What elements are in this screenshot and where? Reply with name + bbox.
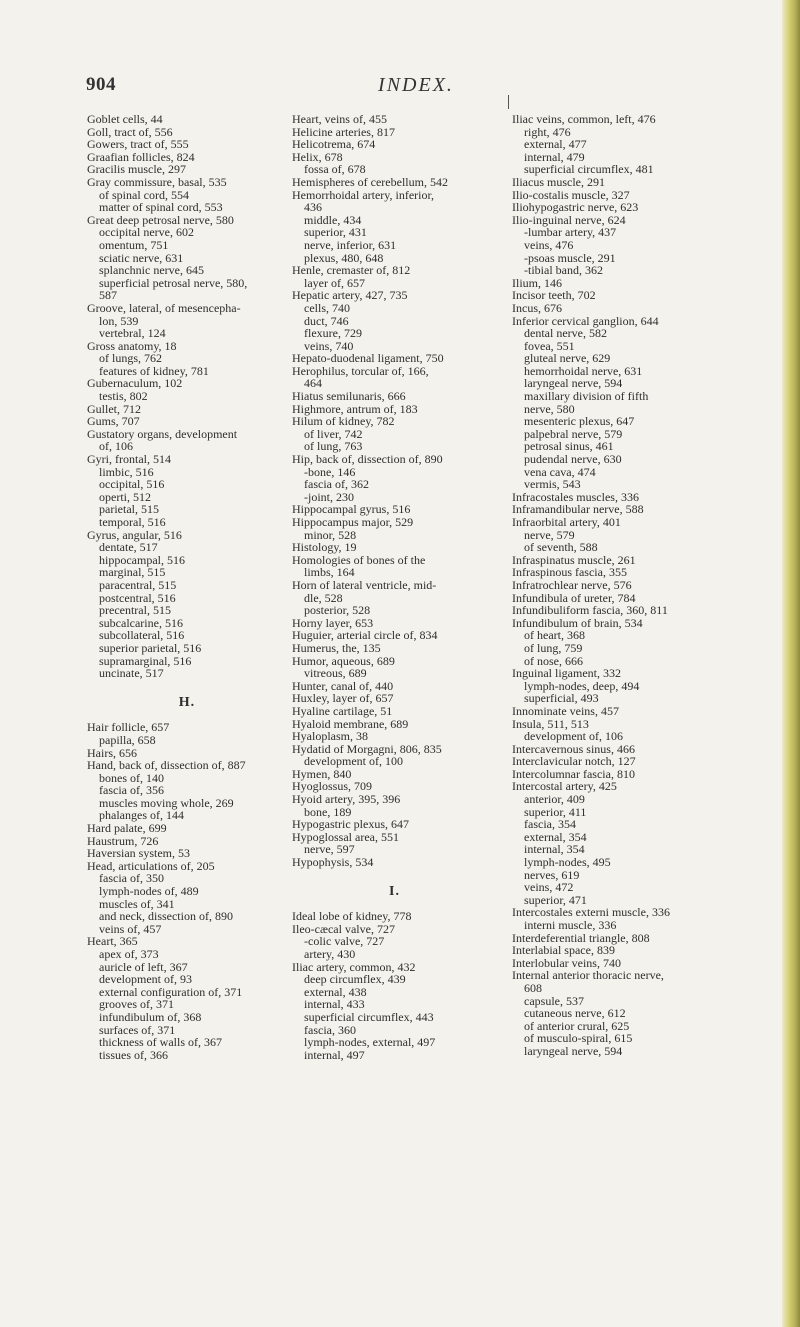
index-subentry: of musculo-spiral, 615: [524, 1031, 633, 1046]
index-subentry: nerve, 579: [524, 527, 575, 542]
index-subentry: -bone, 146: [304, 464, 356, 479]
index-entry-continuation: 436: [304, 200, 322, 215]
index-entry: Gums, 707: [87, 414, 140, 429]
index-subentry: occipital, 516: [99, 477, 165, 492]
index-entry: Hymen, 840: [292, 766, 352, 781]
index-entry: Hepato-duodenal ligament, 750: [292, 351, 444, 366]
index-entry: Iliac veins, common, left, 476: [512, 112, 656, 126]
index-subentry: -lumbar artery, 437: [524, 225, 617, 240]
index-subentry: subcollateral, 516: [99, 628, 185, 643]
index-entry: Horn of lateral ventricle, mid-: [292, 577, 437, 592]
index-entry: Huxley, layer of, 657: [292, 691, 394, 706]
index-entry: Intercostales externi muscle, 336: [512, 905, 670, 920]
index-subentry: posterior, 528: [304, 603, 371, 618]
index-entry: Inguinal ligament, 332: [512, 666, 621, 681]
index-subentry: nerve, inferior, 631: [304, 237, 397, 252]
index-entry: Gray commissure, basal, 535: [87, 174, 227, 189]
index-entry: Infundibuliform fascia, 360, 811: [512, 603, 668, 618]
index-entry: Hip, back of, dissection of, 890: [292, 452, 443, 467]
index-subentry: superficial circumflex, 443: [304, 1009, 434, 1024]
index-subentry: features of kidney, 781: [99, 363, 209, 378]
index-subentry: postcentral, 516: [99, 590, 176, 605]
index-subentry: nerves, 619: [524, 867, 580, 882]
index-subentry: fascia of, 350: [99, 871, 164, 886]
index-subentry: tissues of, 366: [99, 1047, 168, 1062]
index-subentry: superior, 471: [524, 892, 587, 907]
index-subentry: muscles of, 341: [99, 896, 175, 911]
index-entry: Groove, lateral, of mesencepha-: [87, 300, 241, 315]
index-entry: Ilio-inguinal nerve, 624: [512, 212, 626, 227]
index-subentry: laryngeal nerve, 594: [524, 376, 623, 391]
index-subentry: of lung, 759: [524, 640, 583, 655]
index-entry: Infundibula of ureter, 784: [512, 590, 636, 605]
index-subentry: minor, 528: [304, 527, 357, 542]
index-subentry: lymph-nodes of, 489: [99, 884, 199, 899]
index-entry: Infraspinous fascia, 355: [512, 565, 627, 580]
index-subentry: deep circumflex, 439: [304, 972, 406, 987]
index-subentry: capsule, 537: [524, 993, 584, 1008]
index-entry: Hemorrhoidal artery, inferior,: [292, 187, 435, 202]
index-subentry: marginal, 515: [99, 565, 166, 580]
index-subentry: anterior, 409: [524, 792, 585, 807]
index-subentry: development of, 100: [304, 754, 403, 769]
index-entry: Hairs, 656: [87, 745, 137, 760]
index-subentry: of seventh, 588: [524, 540, 598, 555]
index-subentry: vertebral, 124: [99, 326, 166, 341]
index-subentry: fascia of, 362: [304, 477, 369, 492]
index-subentry: nerve, 597: [304, 842, 355, 857]
index-entry: Hypophysis, 534: [292, 855, 374, 870]
index-entry: Intercostal artery, 425: [512, 779, 617, 794]
index-entry: Haversian system, 53: [87, 846, 190, 861]
index-entry: Gullet, 712: [87, 401, 141, 416]
index-entry: Hyaline cartilage, 51: [292, 703, 393, 718]
index-entry: Helicine arteries, 817: [292, 124, 395, 139]
index-subentry: occipital nerve, 602: [99, 225, 194, 240]
index-subentry: precentral, 515: [99, 603, 171, 618]
index-entry: Gowers, tract of, 555: [87, 137, 189, 152]
index-entry: Goll, tract of, 556: [87, 124, 173, 139]
index-subentry: grooves of, 371: [99, 997, 174, 1012]
index-entry-continuation: 464: [304, 376, 322, 391]
index-subentry: and neck, dissection of, 890: [99, 909, 233, 924]
index-subentry: operti, 512: [99, 489, 151, 504]
index-subentry: splanchnic nerve, 645: [99, 263, 204, 278]
index-subentry: lymph-nodes, external, 497: [304, 1035, 436, 1050]
index-subentry: palpebral nerve, 579: [524, 426, 623, 441]
index-subentry: hippocampal, 516: [99, 552, 185, 567]
index-subentry: -colic valve, 727: [304, 934, 385, 949]
column-rule: [508, 95, 509, 109]
index-subentry: omentum, 751: [99, 237, 169, 252]
index-entry: Hunter, canal of, 440: [292, 678, 394, 693]
index-subentry: lymph-nodes, deep, 494: [524, 678, 640, 693]
index-entry-continuation: of, 106: [99, 439, 133, 454]
index-column-1: [87, 113, 287, 1061]
index-entry: Gubernaculum, 102: [87, 376, 183, 391]
index-subentry: of lung, 763: [304, 439, 363, 454]
index-entry: Intercavernous sinus, 466: [512, 741, 635, 756]
index-entry: Hemispheres of cerebellum, 542: [292, 174, 448, 189]
index-entry: Head, articulations of, 205: [87, 858, 215, 873]
index-subentry: lymph-nodes, 495: [524, 855, 611, 870]
index-subentry: right, 476: [524, 124, 571, 139]
index-subentry: of liver, 742: [304, 426, 363, 441]
index-entry: Intercolumnar fascia, 810: [512, 766, 635, 781]
index-entry: Inferior cervical ganglion, 644: [512, 313, 659, 328]
index-subentry: fovea, 551: [524, 338, 575, 353]
index-subentry: temporal, 516: [99, 515, 166, 529]
index-entry: Gracilis muscle, 297: [87, 162, 186, 177]
index-subentry: superior, 431: [304, 225, 367, 240]
index-entry-continuation: lon, 539: [99, 313, 139, 328]
index-subentry: superficial circumflex, 481: [524, 162, 654, 177]
index-subentry: -joint, 230: [304, 489, 354, 504]
index-subentry: laryngeal nerve, 594: [524, 1043, 623, 1058]
index-subentry: cutaneous nerve, 612: [524, 1006, 626, 1021]
index-subentry: cells, 740: [304, 300, 350, 315]
index-entry: Hippocampus major, 529: [292, 515, 414, 529]
index-entry: Hypoglossal area, 551: [292, 829, 399, 844]
index-entry: Humerus, the, 135: [292, 640, 381, 655]
index-entry: Herophilus, torcular of, 166,: [292, 363, 429, 378]
index-entry: Gross anatomy, 18: [87, 338, 177, 353]
index-subentry: hemorrhoidal nerve, 631: [524, 363, 643, 378]
index-subentry: phalanges of, 144: [99, 808, 184, 823]
index-subentry: petrosal sinus, 461: [524, 439, 614, 454]
index-subentry: parietal, 515: [99, 502, 159, 517]
index-subentry: external, 477: [524, 137, 587, 152]
index-subentry: gluteal nerve, 629: [524, 351, 611, 366]
index-entry: Hyoglossus, 709: [292, 779, 373, 794]
index-subentry: veins of, 457: [99, 921, 162, 936]
index-entry: Hiatus semilunaris, 666: [292, 389, 406, 404]
index-subentry: flexure, 729: [304, 326, 362, 341]
index-subentry: fascia of, 356: [99, 783, 164, 798]
index-subentry: layer of, 657: [304, 275, 365, 290]
index-subentry: plexus, 480, 648: [304, 250, 384, 265]
index-subentry: vitreous, 689: [304, 666, 367, 681]
index-subentry: of anterior crural, 625: [524, 1018, 630, 1033]
index-entry-continuation: 587: [99, 288, 117, 303]
index-entry: Gustatory organs, development: [87, 426, 238, 441]
index-entry-continuation: dle, 528: [304, 590, 343, 605]
index-subentry: matter of spinal cord, 553: [99, 200, 223, 215]
index-entry: Helicotrema, 674: [292, 137, 376, 152]
index-entry: Henle, cremaster of, 812: [292, 263, 411, 278]
index-entry: Gyrus, angular, 516: [87, 527, 182, 542]
index-subentry: interni muscle, 336: [524, 918, 617, 932]
index-subentry: pudendal nerve, 630: [524, 452, 622, 467]
index-subentry: bone, 189: [304, 804, 352, 819]
index-subentry: auricle of left, 367: [99, 959, 188, 974]
index-subentry: superficial petrosal nerve, 580,: [99, 275, 248, 290]
index-entry: Hilum of kidney, 782: [292, 414, 395, 429]
index-subentry: veins, 740: [304, 338, 354, 353]
index-entry: Homologies of bones of the: [292, 552, 426, 567]
section-letter-heading: H.: [178, 694, 196, 710]
index-subentry: papilla, 658: [99, 732, 156, 747]
index-entry: Horny layer, 653: [292, 615, 374, 630]
index-entry: Huguier, arterial circle of, 834: [292, 628, 438, 643]
index-subentry: external configuration of, 371: [99, 984, 243, 999]
index-subentry: subcalcarine, 516: [99, 615, 183, 630]
index-subentry: middle, 434: [304, 212, 362, 227]
index-entry: Hyaloplasm, 38: [292, 729, 368, 744]
index-entry: Inframandibular nerve, 588: [512, 502, 644, 517]
section-letter-heading: I.: [389, 883, 400, 899]
index-entry: Infratrochlear nerve, 576: [512, 577, 632, 592]
index-subentry: internal, 433: [304, 997, 365, 1012]
index-entry: Interlabial space, 839: [512, 943, 615, 958]
index-entry: Iliacus muscle, 291: [512, 174, 605, 189]
index-entry-continuation: limbs, 164: [304, 565, 355, 580]
index-subentry: external, 354: [524, 829, 587, 844]
index-entry: Hand, back of, dissection of, 887: [87, 758, 246, 773]
index-subentry: of nose, 666: [524, 653, 583, 668]
index-entry: Heart, veins of, 455: [292, 112, 387, 126]
index-entry: Graafian follicles, 824: [87, 149, 195, 164]
index-entry: Hard palate, 699: [87, 821, 167, 836]
page-edge-shading: [782, 0, 800, 1327]
index-subentry: superior parietal, 516: [99, 640, 202, 655]
index-subentry: -psoas muscle, 291: [524, 250, 616, 265]
index-entry: Infraspinatus muscle, 261: [512, 552, 636, 567]
index-entry: Ilio-costalis muscle, 327: [512, 187, 630, 202]
index-subentry: nerve, 580: [524, 401, 575, 416]
index-entry: Insula, 511, 513: [512, 716, 589, 731]
index-entry: Ilium, 146: [512, 275, 562, 290]
index-entry: Haustrum, 726: [87, 833, 159, 848]
page-number: 904: [86, 74, 116, 95]
index-entry: Gyri, frontal, 514: [87, 452, 171, 467]
index-subentry: apex of, 373: [99, 947, 159, 961]
index-subentry: dental nerve, 582: [524, 326, 607, 341]
index-entry: Hair follicle, 657: [87, 720, 170, 735]
index-subentry: vermis, 543: [524, 477, 581, 492]
index-subentry: testis, 802: [99, 389, 148, 404]
index-entry: Infundibulum of brain, 534: [512, 615, 643, 630]
index-subentry: fossa of, 678: [304, 162, 366, 177]
index-subentry: muscles moving whole, 269: [99, 795, 234, 810]
index-entry: Goblet cells, 44: [87, 112, 163, 126]
index-entry: Hyoid artery, 395, 396: [292, 792, 401, 807]
index-entry: Hyaloid membrane, 689: [292, 716, 409, 731]
index-entry: Helix, 678: [292, 149, 343, 164]
index-entry: Innominate veins, 457: [512, 703, 619, 718]
index-subentry: of spinal cord, 554: [99, 187, 189, 202]
index-subentry: internal, 479: [524, 149, 585, 164]
index-entry: Infraorbital artery, 401: [512, 515, 621, 529]
index-entry: Internal anterior thoracic nerve,: [512, 968, 664, 983]
index-entry: Great deep petrosal nerve, 580: [87, 212, 234, 227]
index-subentry: superior, 411: [524, 804, 587, 819]
index-entry: Highmore, antrum of, 183: [292, 401, 418, 416]
index-subentry: development of, 93: [99, 972, 192, 987]
index-subentry: dentate, 517: [99, 540, 158, 555]
index-entry: Hepatic artery, 427, 735: [292, 288, 408, 303]
index-subentry: of heart, 368: [524, 628, 585, 643]
index-entry: Iliohypogastric nerve, 623: [512, 200, 639, 215]
index-subentry: of lungs, 762: [99, 351, 162, 366]
index-subentry: artery, 430: [304, 947, 356, 961]
index-subentry: fascia, 360: [304, 1022, 356, 1037]
index-entry: Hydatid of Morgagni, 806, 835: [292, 741, 442, 756]
index-entry: Interdeferential triangle, 808: [512, 930, 650, 945]
index-entry: Incus, 676: [512, 300, 562, 315]
index-subentry: thickness of walls of, 367: [99, 1035, 222, 1050]
index-subentry: uncinate, 517: [99, 666, 164, 681]
index-entry: Interlobular veins, 740: [512, 955, 621, 970]
index-subentry: maxillary division of fifth: [524, 389, 649, 404]
index-subentry: supramarginal, 516: [99, 653, 192, 668]
index-subentry: veins, 472: [524, 880, 574, 895]
index-entry: Heart, 365: [87, 934, 138, 949]
index-entry: Hypogastric plexus, 647: [292, 817, 409, 832]
index-column-2: [292, 113, 497, 1061]
index-entry: Interclavicular notch, 127: [512, 754, 636, 769]
index-subentry: vena cava, 474: [524, 464, 596, 479]
index-entry-continuation: 608: [524, 980, 542, 995]
index-subentry: infundibulum of, 368: [99, 1009, 202, 1024]
index-subentry: development of, 106: [524, 729, 623, 744]
index-entry: Iliac artery, common, 432: [292, 959, 416, 974]
index-subentry: surfaces of, 371: [99, 1022, 176, 1037]
index-subentry: mesenteric plexus, 647: [524, 414, 635, 429]
index-subentry: internal, 497: [304, 1047, 365, 1062]
index-subentry: sciatic nerve, 631: [99, 250, 184, 265]
index-entry: Infracostales muscles, 336: [512, 489, 639, 504]
index-subentry: veins, 476: [524, 237, 574, 252]
index-subentry: fascia, 354: [524, 817, 576, 832]
index-column-3: [512, 113, 728, 1058]
index-subentry: paracentral, 515: [99, 577, 177, 592]
index-entry: Ideal lobe of kidney, 778: [292, 909, 412, 924]
index-subentry: limbic, 516: [99, 464, 154, 479]
index-subentry: external, 438: [304, 984, 367, 999]
index-subentry: duct, 746: [304, 313, 349, 328]
index-subentry: -tibial band, 362: [524, 263, 603, 278]
index-entry: Humor, aqueous, 689: [292, 653, 395, 668]
index-subentry: internal, 354: [524, 842, 585, 857]
page-header: [86, 74, 746, 98]
index-entry: Incisor teeth, 702: [512, 288, 596, 303]
index-entry: Ileo-cæcal valve, 727: [292, 921, 395, 936]
index-entry: Hippocampal gyrus, 516: [292, 502, 411, 517]
index-entry: Histology, 19: [292, 540, 357, 555]
running-head: INDEX.: [378, 74, 454, 96]
index-subentry: superficial, 493: [524, 691, 599, 706]
index-subentry: bones of, 140: [99, 770, 164, 785]
